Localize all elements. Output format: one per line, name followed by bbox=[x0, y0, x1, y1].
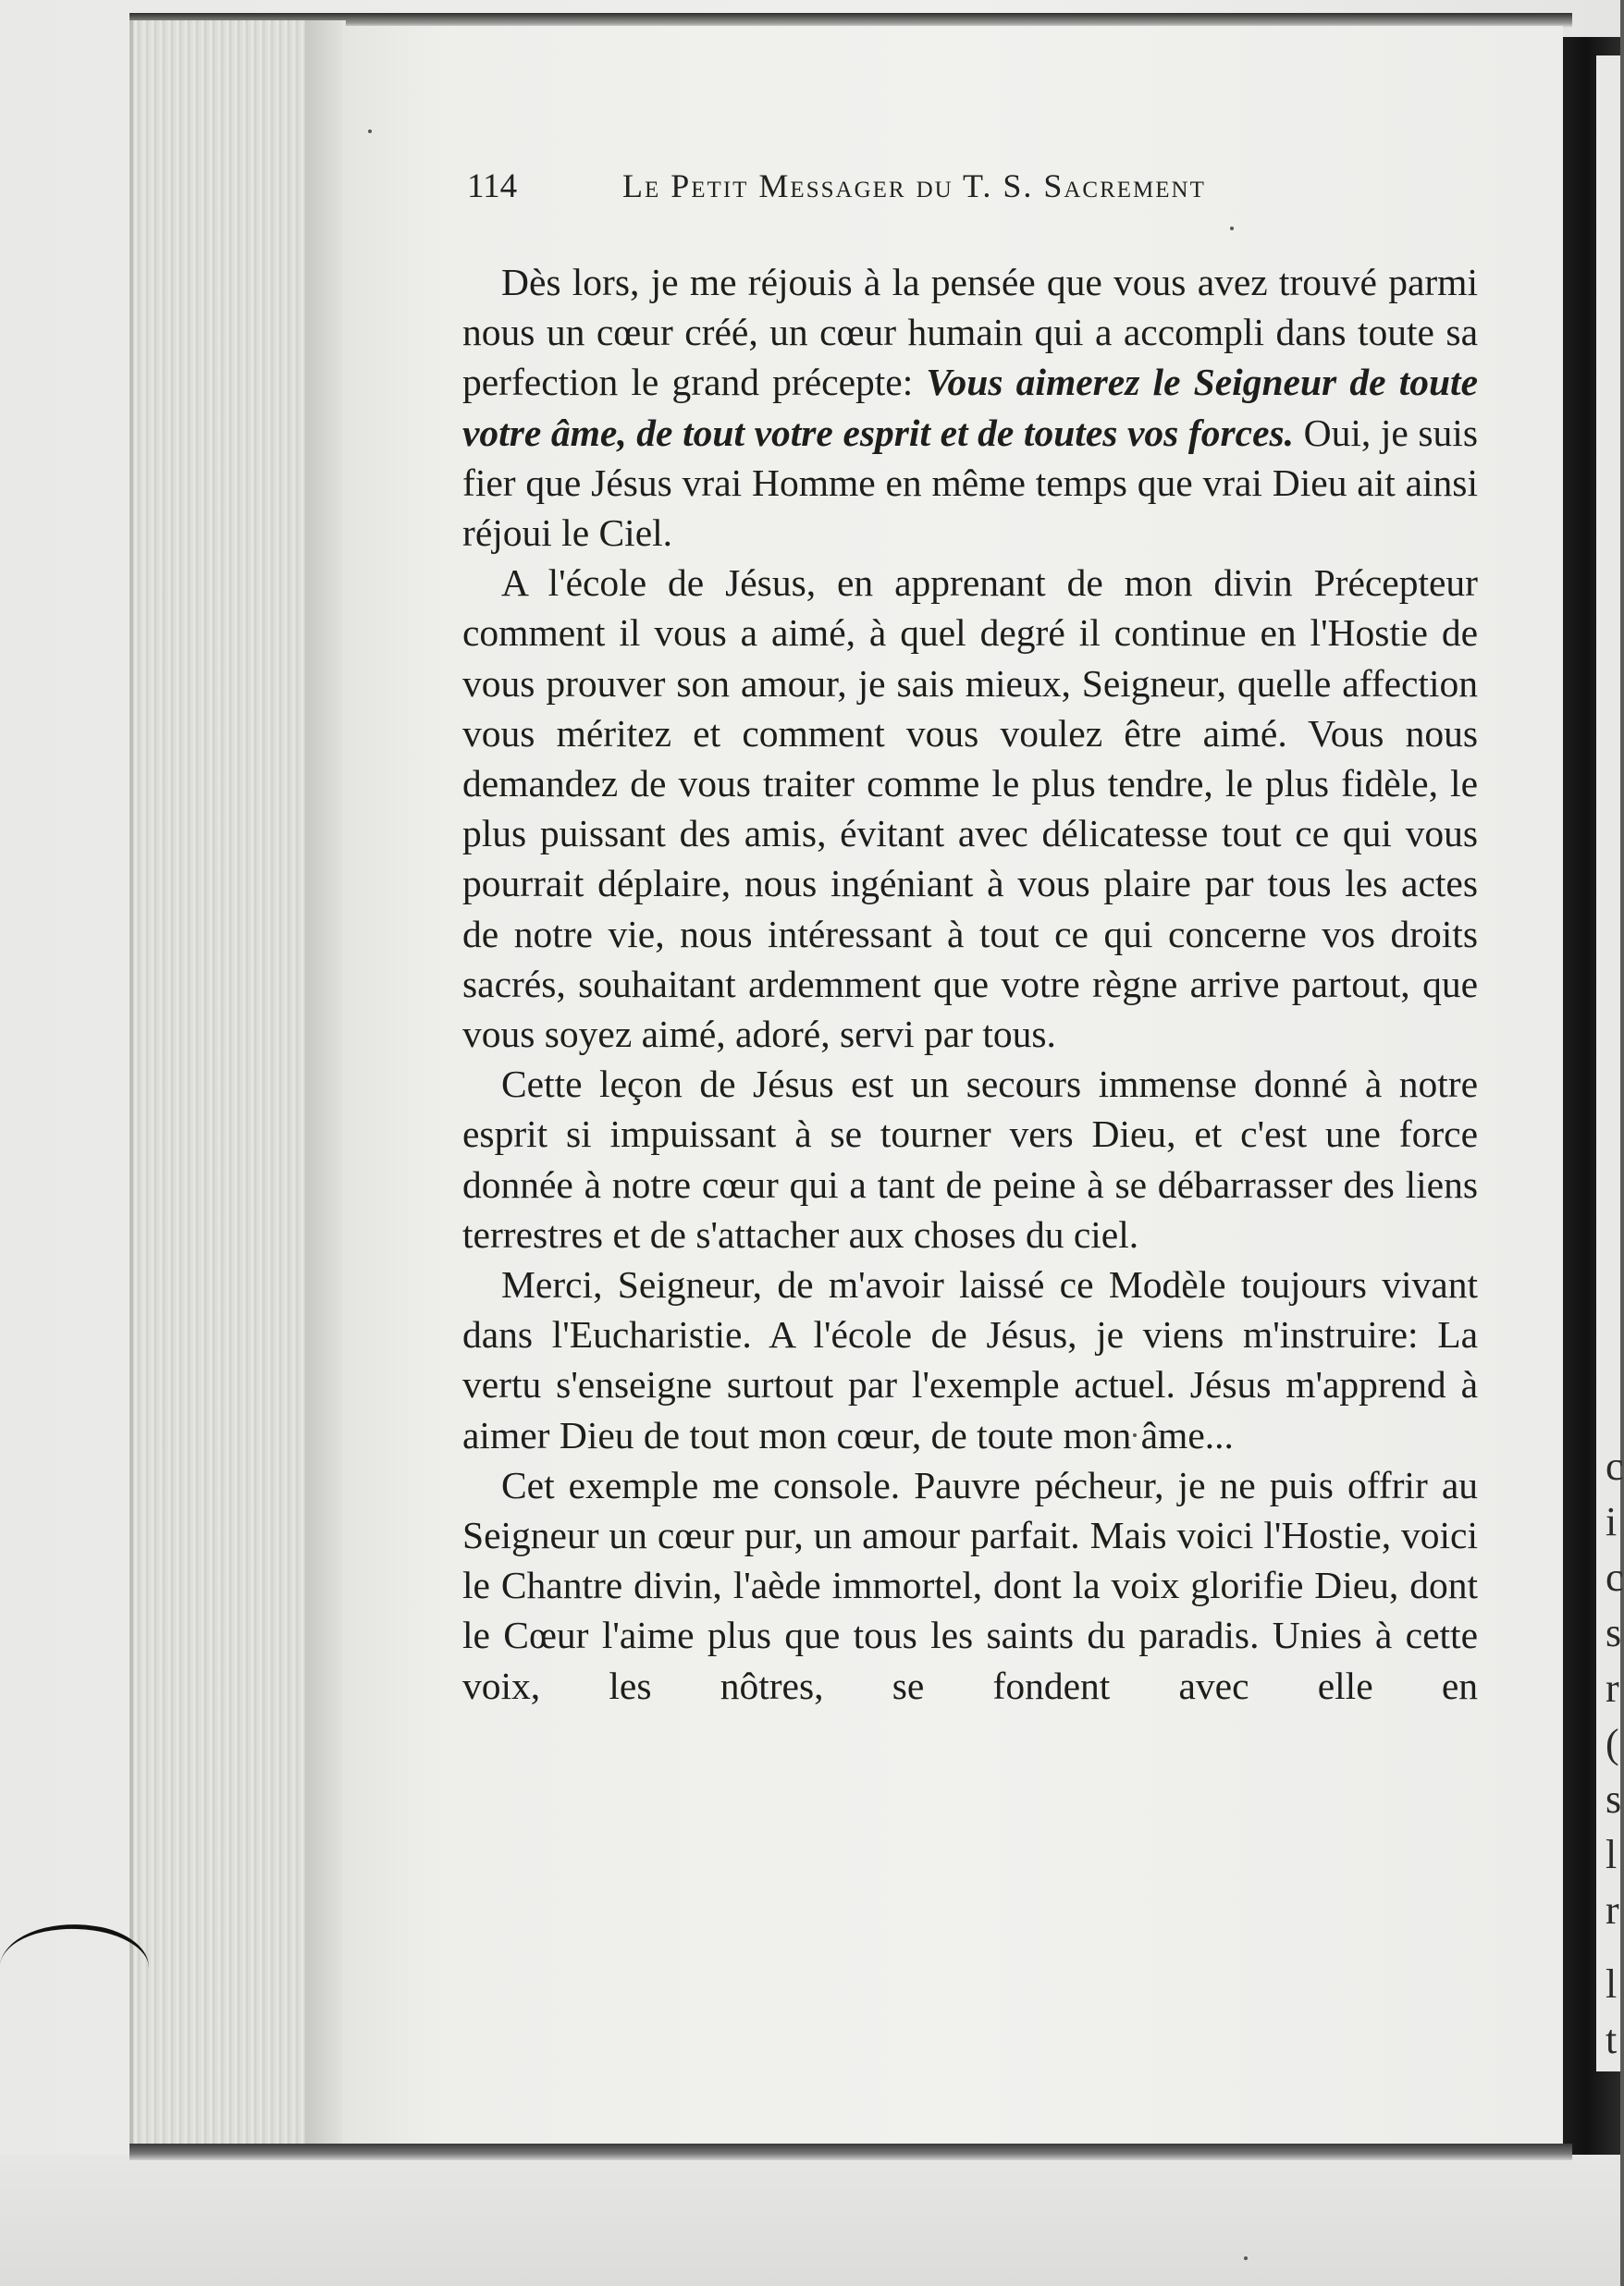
paragraph-text: Oui, je suis fier que Jésus vrai Homme en même temps que vrai Dieu ait ainsi réjoui le Ciel. bbox=[462, 411, 1478, 555]
dust-speck bbox=[368, 129, 372, 133]
page-stack-shadow bbox=[305, 20, 342, 2147]
emphasized-quote: Vous aimerez le Seigneur de toute votre âme, de tout votre esprit et de toutes vos forces. bbox=[462, 361, 1478, 454]
scanner-bed-bottom bbox=[0, 2155, 1620, 2286]
facing-page-letter: r bbox=[1606, 1665, 1619, 1711]
facing-page-edge bbox=[1596, 55, 1620, 2071]
body-text bbox=[462, 257, 1478, 1711]
paragraph bbox=[462, 257, 1478, 558]
paragraph: A l'école de Jésus, en apprenant de mon divin Précepteur comment il vous a aimé, à quel degré il continue en l'Hostie de vous prouver son amour, je sais mieux, Seigneur, quelle affection vous méritez et comment vous voulez être aimé. Vous nous demandez de vous traiter comme le plus tendre, le plus fidèle, le plus puissant des amis, évitant avec délicatesse tout ce qui vous pourrait déplaire, nous ingéniant à vous plaire par tous les actes de notre vie, nous intéressant à tout ce qui concerne vos droits sacrés, souhaitant ardemment que votre règne arrive partout, que vous soyez aimé, adoré, servi par tous. bbox=[462, 561, 1478, 1056]
paragraph: Cet exemple me console. Pauvre pécheur, je ne puis offrir au Seigneur un cœur pur, un amour parfait. Mais voici l'Hostie, voici le Chantre divin, l'aède immortel, dont la voix glorifie Dieu, dont le Cœur l'aime plus que tous les saints du paradis. Unies à cette voix, les nôtres, se fondent avec elle en bbox=[462, 1463, 1478, 1707]
dust-speck bbox=[1244, 2256, 1248, 2260]
facing-page-letter: l bbox=[1606, 1961, 1618, 2007]
facing-page-letter: s bbox=[1606, 1776, 1622, 1822]
facing-page-letter: s bbox=[1606, 1610, 1622, 1655]
book-bottom-edge bbox=[129, 2144, 1572, 2160]
facing-page-letter: l bbox=[1606, 1832, 1618, 1877]
running-head bbox=[467, 166, 1494, 213]
paragraph: Merci, Seigneur, de m'avoir laissé ce Modèle toujours vivant dans l'Eucharistie. A l'école de Jésus, je viens m'instruire: La vertu s'enseigne surtout par l'exemple actuel. Jésus m'apprend à aimer Dieu de tout mon cœur, de toute mon âme... bbox=[462, 1263, 1478, 1456]
facing-page-letter: c bbox=[1606, 1555, 1624, 1600]
paragraph: Cette leçon de Jésus est un secours immense donné à notre esprit si impuissant à se tourner vers Dieu, et c'est une force donnée à notre cœur qui a tant de peine à se débarrasser des liens terrestres et de s'attacher aux choses du ciel. bbox=[462, 1063, 1478, 1256]
facing-page-letter: t bbox=[1606, 2017, 1618, 2062]
running-title: Le Petit Messager du T. S. Sacrement bbox=[622, 167, 1206, 204]
facing-page-letter: c bbox=[1606, 1444, 1624, 1489]
dust-speck bbox=[1230, 227, 1234, 230]
paragraph-text: Dès lors, je me réjouis à la pensée que vous avez trouvé parmi nous un cœur créé, un cœur humain qui a accompli dans toute sa perfection le grand précepte: bbox=[462, 261, 1478, 404]
page-number: 114 bbox=[467, 167, 518, 205]
facing-page-letter: i bbox=[1606, 1499, 1618, 1544]
facing-page-letter: r bbox=[1606, 1887, 1619, 1933]
facing-page-letter: ( bbox=[1606, 1721, 1619, 1766]
